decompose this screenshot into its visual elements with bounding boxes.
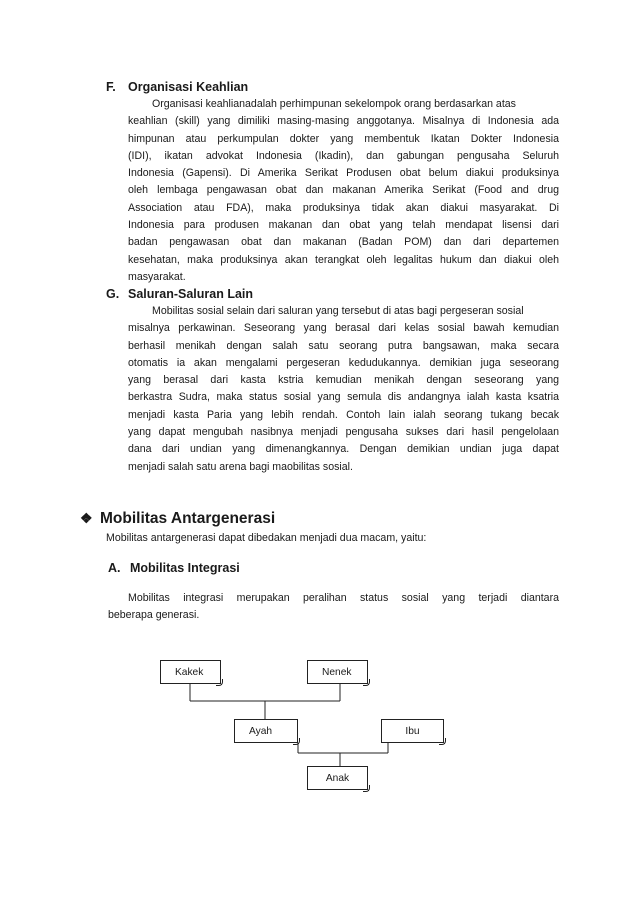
section-g-title: Saluran-Saluran Lain <box>128 287 254 301</box>
section-f-line: kesehatan, maka produksinya akan terangkat oleh legalitas hukum dan diakui oleh <box>128 253 559 266</box>
section-g-line: menjadi salah satu arena bagi maobilitas sosial. <box>128 460 353 473</box>
section-f-title: Organisasi Keahlian <box>128 80 249 94</box>
section-f-line: Indonesia para produsen makanan dan obat yang telah mendapat lisensi dari <box>128 219 559 232</box>
node-anak: Anak <box>307 766 368 790</box>
section-f-line: Organisasi keahlianadalah perhimpunan sekelompok orang berdasarkan atas <box>152 98 516 110</box>
section-g-line: menjadi kasta Paria yang lebih rendah. Contoh lain ialah seorang tukang becak <box>128 408 559 421</box>
diamond-bullet-icon: ❖ <box>80 510 93 526</box>
mobilitas-intro: Mobilitas antargenerasi dapat dibedakan menjadi dua macam, yaitu: <box>106 532 427 544</box>
section-g-heading <box>106 287 253 301</box>
section-f-paragraph <box>128 96 559 286</box>
section-f-line: masyarakat. <box>128 270 186 283</box>
section-f-line: keahlian (skill) yang dimiliki masing-masing anggotanya. Misalnya di Indonesia ada <box>128 115 559 128</box>
section-a-title: Mobilitas Integrasi <box>130 561 240 575</box>
section-f-line: Association atau FDA), maka produksinya tidak akan diakui masyarakat. Di <box>128 201 559 214</box>
node-ibu: Ibu <box>381 719 444 743</box>
mobilitas-heading <box>80 510 275 528</box>
section-a-line: beberapa generasi. <box>108 609 200 622</box>
section-f-letter: F. <box>106 80 116 94</box>
section-f-line: badan pengawasan obat dan makanan (Badan POM) dan dari departemen <box>128 236 559 249</box>
section-g-letter: G. <box>106 287 120 301</box>
section-g-line: yang berasal dari kasta kstria kemudian menikah dengan seseorang yang <box>128 374 559 387</box>
section-a-line: Mobilitas integrasi merupakan peralihan status sosial yang terjadi diantara <box>128 592 559 604</box>
section-g-line: misalnya perkawinan. Seseorang yang berasal dari kelas sosial bawah kemudian <box>128 322 559 335</box>
section-g-line: Mobilitas sosial selain dari saluran yang tersebut di atas bagi pergeseran sosial <box>152 305 524 317</box>
section-f-heading <box>106 80 248 94</box>
section-f-line: oleh lembaga pengawasan obat dan makanan Amerika Serikat (Food and drug <box>128 184 559 197</box>
section-g-line: yang dapat mengubah nasibnya menjadi pengusaha sukses dari hasil pengelolaan <box>128 426 559 439</box>
section-g-line: otomatis ia akan mengalami pergeseran kedudukannya. demikian juga seseorang <box>128 356 559 369</box>
section-f-line: Indonesia (Gapensi). Di Amerika Serikat Produsen obat belum diakui produksinya <box>128 167 559 180</box>
section-g-paragraph <box>128 303 559 476</box>
family-diagram <box>0 655 638 795</box>
node-nenek: Nenek <box>307 660 368 684</box>
section-g-line: berkastra Sudra, maka status sosial yang semula dis andangnya ialah kasta ksatria <box>128 391 559 404</box>
section-f-line: himpunan atau perkumpulan dokter yang membentuk Ikatan Dokter Indonesia <box>128 132 559 145</box>
section-a-heading <box>108 561 240 575</box>
mobilitas-title: Mobilitas Antargenerasi <box>100 510 276 527</box>
node-ayah: Ayah <box>234 719 298 743</box>
section-g-line: berhasil menikah dengan salah satu seorang putra bangsawan, maka secara <box>128 339 559 352</box>
section-g-line: dana dari undian yang dimenangkannya. Dengan demikian undian juga dapat <box>128 443 559 456</box>
node-kakek: Kakek <box>160 660 221 684</box>
section-a-letter: A. <box>108 561 121 575</box>
section-f-line: (IDI), ikatan advokat Indonesia (Ikadin), dan gabungan pengusaha Seluruh <box>128 149 559 162</box>
section-a-paragraph <box>108 590 559 625</box>
